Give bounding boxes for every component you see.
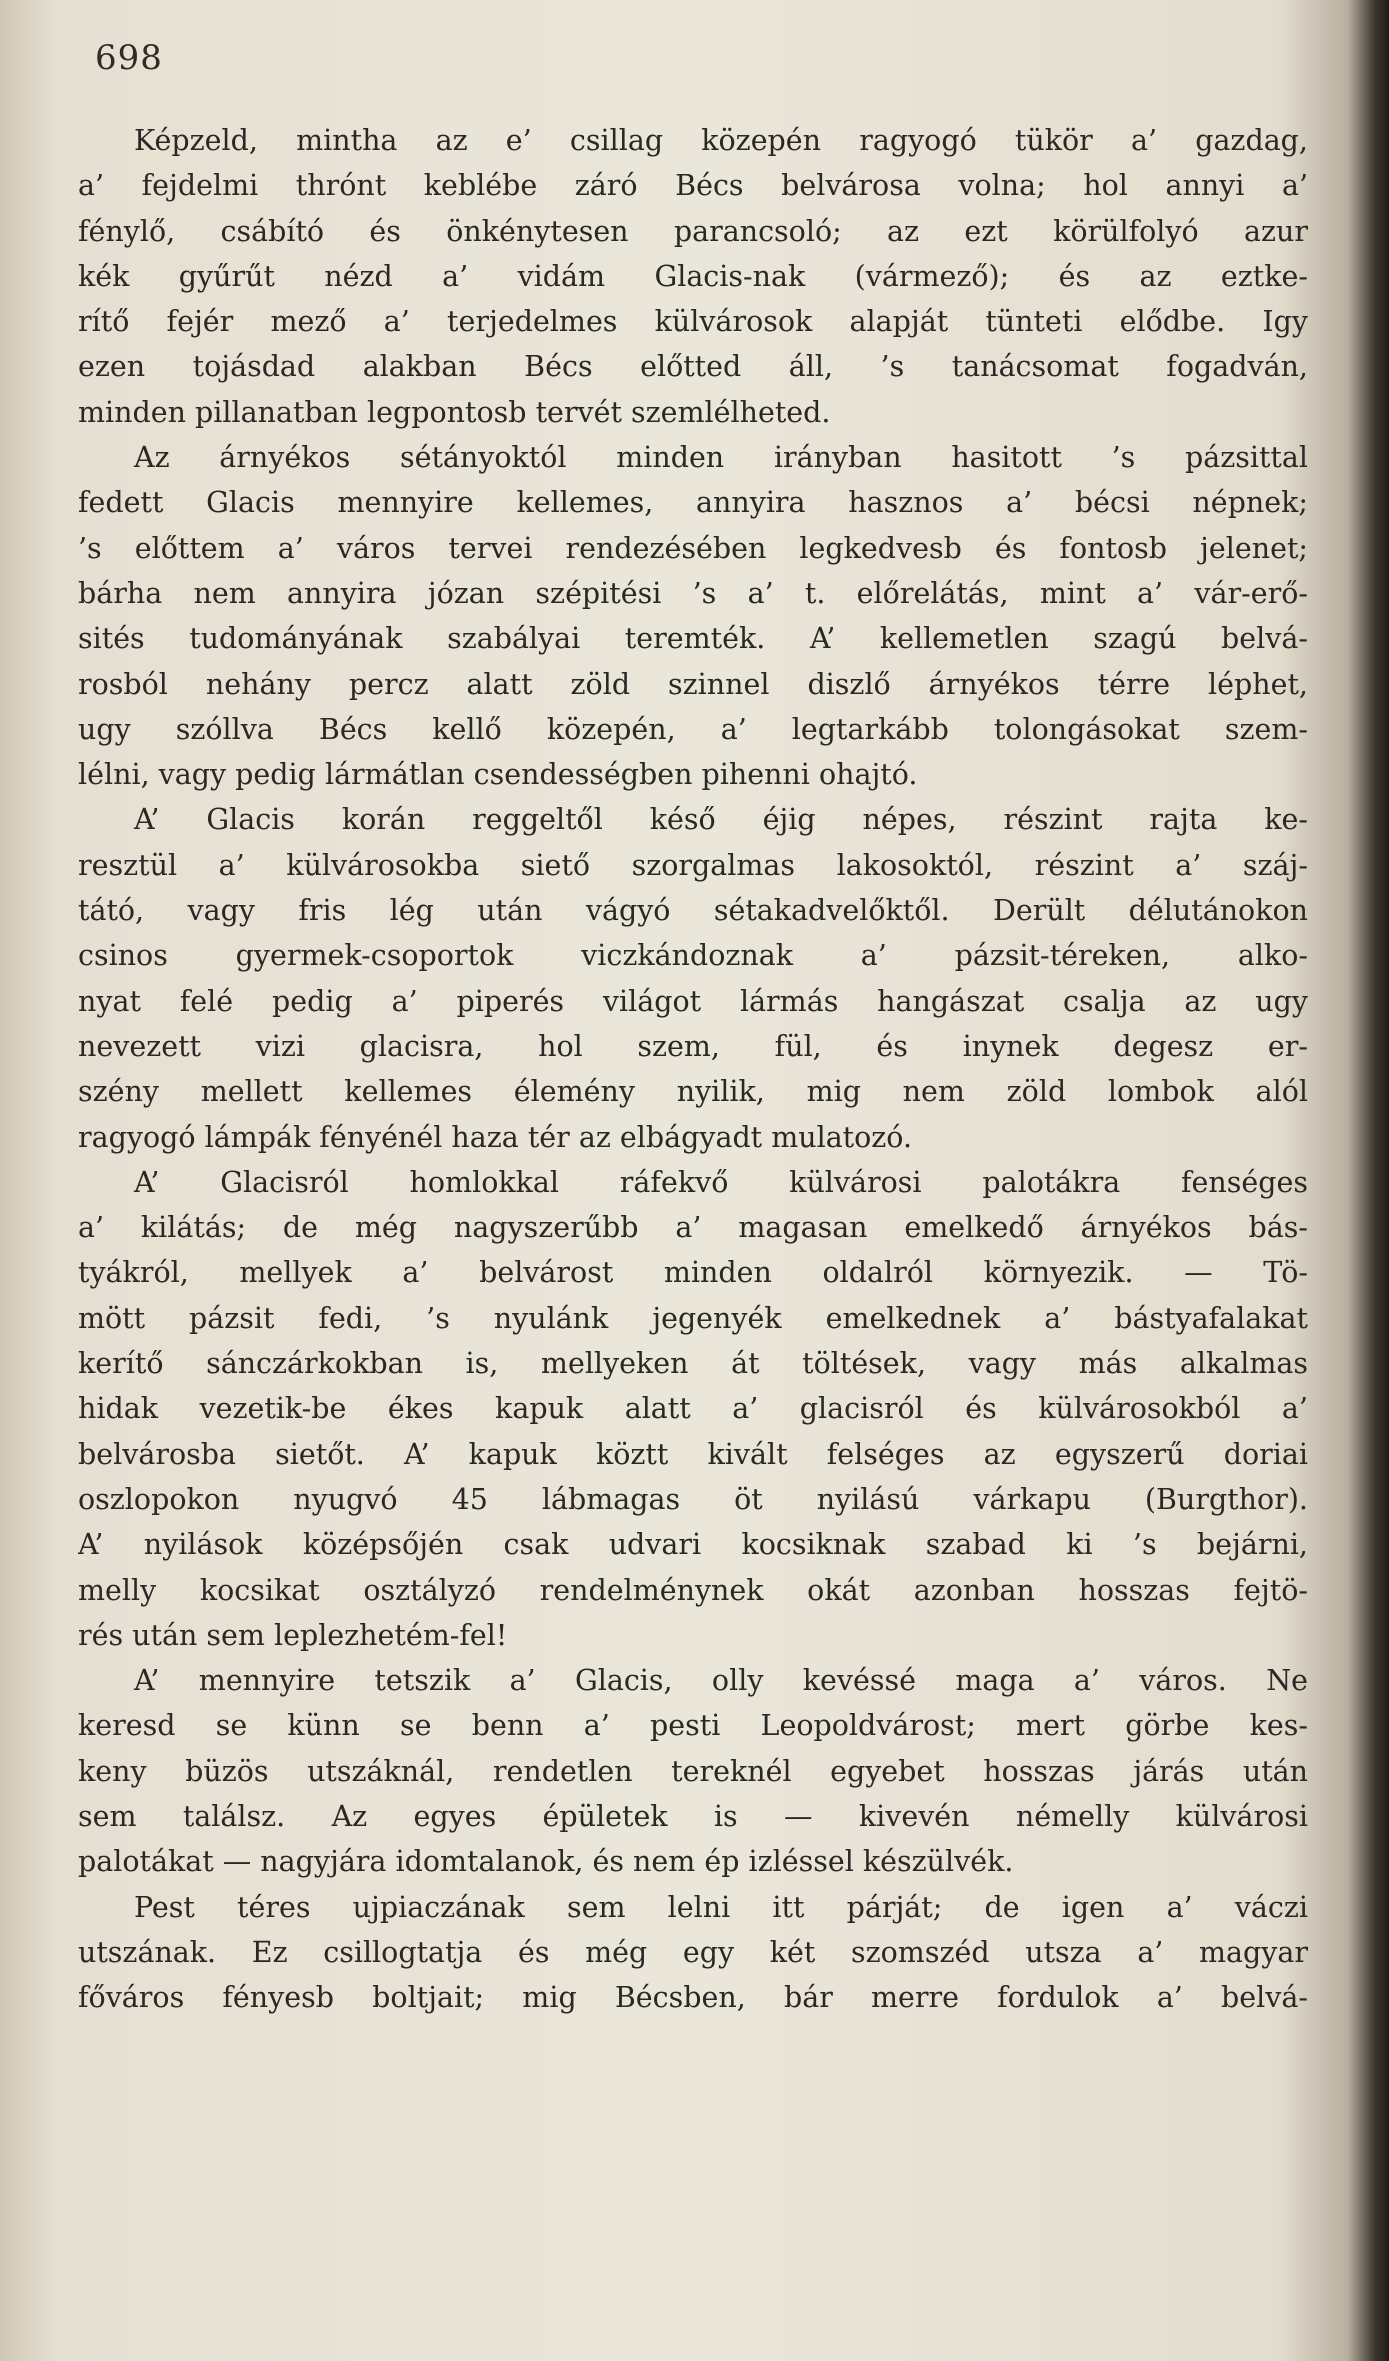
text-line: tátó, vagy fris lég után vágyó sétakadvelőktől. Derült délutánokon [78, 894, 1308, 928]
text-line: A’ mennyire tetszik a’ Glacis, olly kevéssé maga a’ város. Ne [134, 1664, 1308, 1698]
text-line: bárha nem annyira józan szépitési ’s a’ t. előrelátás, mint a’ vár-erő- [78, 576, 1308, 610]
text-line: minden pillanatban legpontosb tervét szemlélheted. [78, 395, 831, 429]
text-line: nyat felé pedig a’ piperés világot lármás hangászat csalja az ugy [78, 984, 1308, 1018]
text-line: főváros fényesb boltjait; mig Bécsben, bár merre fordulok a’ belvá- [78, 1981, 1308, 2015]
page-number: 698 [95, 38, 163, 78]
text-line: A’ Glacis korán reggeltől késő éjig népes, részint rajta ke- [134, 803, 1308, 837]
text-line: ’s előttem a’ város tervei rendezésében legkedvesb és fontosb jelenet; [78, 531, 1308, 565]
text-line: ragyogó lámpák fényénél haza tér az elbágyadt mulatozó. [78, 1120, 913, 1154]
text-line: A’ Glacisról homlokkal ráfekvő külvárosi palotákra fenséges [134, 1165, 1308, 1199]
text-line: keresd se künn se benn a’ pesti Leopoldvárost; mert görbe kes- [78, 1709, 1308, 1743]
text-line: hidak vezetik-be ékes kapuk alatt a’ glacisról és külvárosokból a’ [78, 1392, 1308, 1426]
text-line: palotákat — nagyjára idomtalanok, és nem ép izléssel készülvék. [78, 1845, 1014, 1879]
text-line: utszának. Ez csillogtatja és még egy két szomszéd utsza a’ magyar [78, 1935, 1308, 1969]
text-line: ezen tojásdad alakban Bécs előtted áll, ’s tanácsomat fogadván, [78, 350, 1308, 384]
text-line: keny büzös utszáknál, rendetlen tereknél egyebet hosszas járás után [78, 1754, 1308, 1788]
text-line: a’ fejdelmi thrónt keblébe záró Bécs belvárosa volna; hol annyi a’ [78, 169, 1308, 203]
text-line: belvárosba sietőt. A’ kapuk köztt kivált felséges az egyszerű doriai [78, 1437, 1308, 1471]
text-line: szény mellett kellemes élemény nyilik, mig nem zöld lombok alól [78, 1075, 1308, 1109]
text-line: rosból nehány percz alatt zöld szinnel diszlő árnyékos térre léphet, [78, 667, 1308, 701]
text-line: fénylő, csábító és önkénytesen parancsoló; az ezt körülfolyó azur [78, 214, 1308, 248]
text-line: rés után sem leplezhetém-fel! [78, 1618, 508, 1652]
text-line: Képzeld, mintha az e’ csillag közepén ragyogó tükör a’ gazdag, [134, 124, 1308, 157]
text-line: ugy szóllva Bécs kellő közepén, a’ legtarkább tolongásokat szem- [78, 712, 1308, 746]
text-line: Az árnyékos sétányoktól minden irányban hasitott ’s pázsittal [134, 441, 1308, 475]
text-line: oszlopokon nyugvó 45 lábmagas öt nyilású várkapu (Burgthor). [78, 1482, 1308, 1516]
text-line: melly kocsikat osztályzó rendelménynek okát azonban hosszas fejtö- [78, 1573, 1308, 1607]
text-line: rítő fejér mező a’ terjedelmes külvárosok alapját tünteti elődbe. Igy [78, 305, 1308, 339]
text-line: Pest téres ujpiaczának sem lelni itt párját; de igen a’ váczi [134, 1890, 1308, 1924]
text-line: A’ nyilások középsőjén csak udvari kocsiknak szabad ki ’s bejárni, [78, 1528, 1308, 1562]
text-line: fedett Glacis mennyire kellemes, annyira hasznos a’ bécsi népnek; [78, 486, 1308, 520]
text-line: a’ kilátás; de még nagyszerűbb a’ magasan emelkedő árnyékos bás- [78, 1211, 1308, 1245]
text-line: mött pázsit fedi, ’s nyulánk jegenyék emelkednek a’ bástyafalakat [78, 1301, 1308, 1335]
text-line: sem találsz. Az egyes épületek is — kivevén némelly külvárosi [78, 1799, 1308, 1833]
text-line: kerítő sánczárkokban is, mellyeken át töltések, vagy más alkalmas [78, 1347, 1308, 1381]
text-line: sités tudományának szabályai teremték. A’ kellemetlen szagú belvá- [78, 622, 1308, 656]
text-line: csinos gyermek-csoportok viczkándoznak a’ pázsit-téreken, alko- [78, 939, 1308, 973]
text-line: lélni, vagy pedig lármátlan csendességben pihenni ohajtó. [78, 758, 918, 792]
text-line: resztül a’ külvárosokba siető szorgalmas lakosoktól, részint a’ száj- [78, 848, 1308, 882]
text-line: nevezett vizi glacisra, hol szem, fül, és inynek degesz er- [78, 1029, 1308, 1063]
text-line: tyákról, mellyek a’ belvárost minden oldalról környezik. — Tö- [78, 1256, 1308, 1290]
body-text [78, 118, 1308, 2020]
text-line: kék gyűrűt nézd a’ vidám Glacis-nak (vármező); és az eztke- [78, 259, 1308, 293]
